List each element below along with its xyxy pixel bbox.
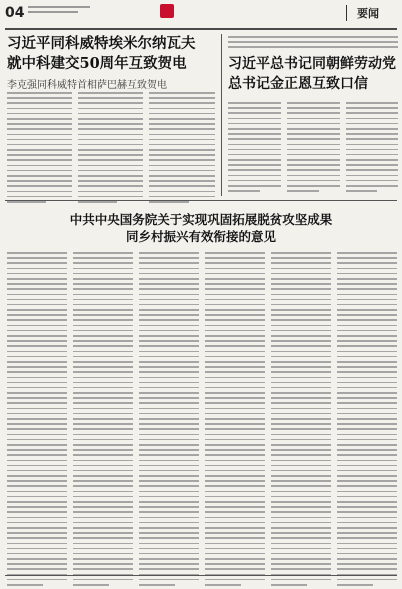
section-divider bbox=[5, 200, 397, 201]
headline-left bbox=[7, 34, 217, 74]
body-text-main-col6 bbox=[337, 252, 397, 589]
column-divider bbox=[221, 34, 222, 196]
page-header bbox=[0, 0, 402, 28]
body-text-main-col3 bbox=[139, 252, 199, 589]
headline-left-line1: 习近平同科威特埃米尔纳瓦夫 bbox=[7, 35, 196, 52]
body-text-main-col1 bbox=[7, 252, 67, 589]
emblem-icon bbox=[160, 4, 174, 18]
body-text-main-col2 bbox=[73, 252, 133, 589]
subhead-left: 李克强同科威特首相萨巴赫互致贺电 bbox=[7, 80, 167, 91]
headline-main-line1: 中共中央国务院关于实现巩固拓展脱贫攻坚成果 bbox=[69, 212, 333, 227]
headline-right-line1: 习近平总书记同朝鲜劳动党 bbox=[228, 56, 396, 72]
page-number: 04 bbox=[5, 5, 25, 21]
headline-left-line2: 就中科建交50周年互致贺电 bbox=[7, 55, 187, 72]
headline-main bbox=[0, 211, 402, 245]
masthead-logo bbox=[178, 3, 211, 18]
masthead bbox=[160, 3, 211, 18]
body-text-right-col3 bbox=[346, 102, 398, 195]
headline-right bbox=[228, 54, 398, 94]
body-text-right-col1 bbox=[228, 102, 281, 195]
headline-right-line2: 总书记金正恩互致口信 bbox=[228, 76, 368, 92]
body-text-main-col4 bbox=[205, 252, 265, 589]
section-box bbox=[346, 5, 399, 21]
body-text-right-top bbox=[228, 36, 398, 52]
body-text-left-col1 bbox=[7, 92, 72, 206]
date-info bbox=[28, 6, 90, 16]
footer-rule bbox=[5, 575, 397, 576]
headline-main-line2: 同乡村振兴有效衔接的意见 bbox=[125, 229, 276, 244]
body-text-left-col3 bbox=[149, 92, 215, 206]
body-text-main-col5 bbox=[271, 252, 331, 589]
section-label: 要闻 bbox=[357, 7, 379, 20]
body-text-left-col2 bbox=[78, 92, 143, 206]
body-text-right-col2 bbox=[287, 102, 340, 195]
header-rule bbox=[5, 28, 397, 30]
